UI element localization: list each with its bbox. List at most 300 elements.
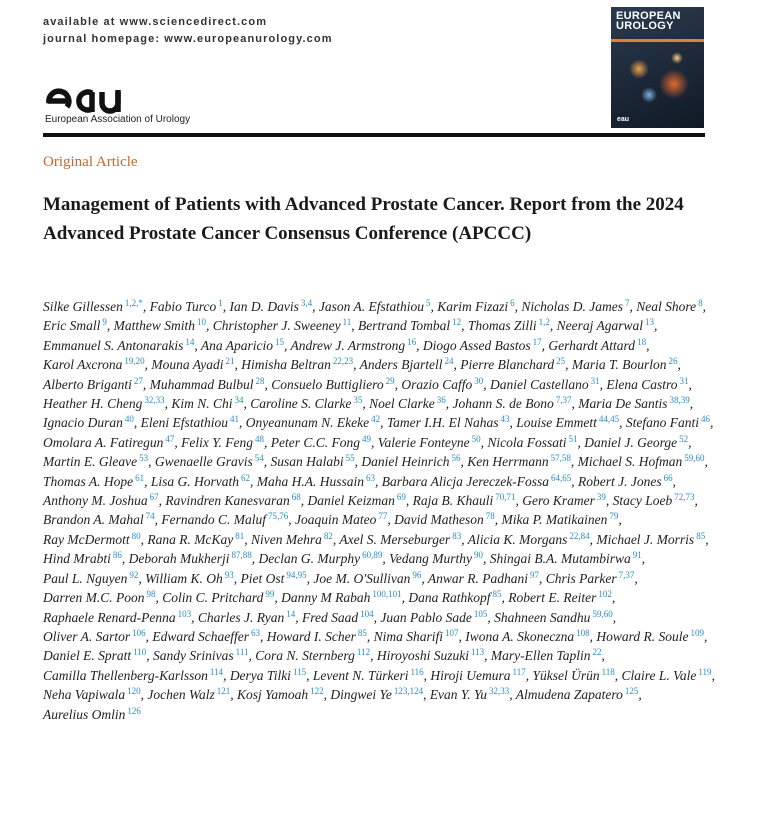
author-affiliation-link[interactable]: 67	[149, 492, 159, 503]
author[interactable]	[596, 629, 704, 644]
author[interactable]	[161, 512, 288, 527]
author[interactable]	[114, 318, 206, 333]
author-name: Michael J. Morris	[596, 531, 695, 547]
author-affiliation-link[interactable]: 62	[241, 472, 251, 483]
author-affiliation-link[interactable]: 86	[112, 550, 122, 561]
author[interactable]	[171, 396, 243, 411]
author[interactable]	[155, 454, 264, 469]
author[interactable]	[152, 629, 260, 644]
author-affiliation-link[interactable]: 120	[127, 686, 141, 697]
author-affiliation-link[interactable]: 66	[663, 472, 673, 483]
author-affiliation-link[interactable]: 78	[485, 511, 495, 522]
author-affiliation-link[interactable]: 43	[500, 414, 510, 425]
author[interactable]	[423, 338, 542, 353]
author-affiliation-link[interactable]: 96	[412, 569, 422, 580]
author[interactable]	[291, 338, 417, 353]
author[interactable]	[153, 648, 248, 663]
author[interactable]	[43, 435, 174, 450]
author-name: Ana Aparicio	[200, 337, 274, 353]
author-affiliation-link[interactable]: 5	[426, 298, 431, 308]
author-name: Anthony M. Joshua	[43, 493, 148, 509]
author-affiliation-link[interactable]: 56	[451, 453, 461, 464]
author-affiliation-link[interactable]: 104	[360, 608, 374, 619]
author[interactable]	[307, 493, 405, 508]
author[interactable]	[43, 338, 194, 353]
author-name: Deborah Mukherji	[128, 551, 230, 567]
author-affiliation-link[interactable]: 7	[625, 298, 630, 308]
author-affiliation-link[interactable]: 90	[473, 550, 483, 561]
author[interactable]	[437, 299, 514, 314]
author-affiliation-link[interactable]: 1,2	[538, 317, 550, 328]
author-affiliation-link[interactable]: 99	[265, 589, 275, 600]
author-affiliation-link[interactable]: 14	[286, 608, 296, 619]
author[interactable]	[378, 435, 481, 450]
author[interactable]	[622, 668, 712, 683]
author[interactable]	[259, 551, 383, 566]
author-affiliation-link[interactable]: 7,37	[555, 395, 572, 406]
journal-homepage-link[interactable]: journal homepage: www.europeanurology.com	[43, 33, 333, 45]
author[interactable]	[150, 377, 265, 392]
author[interactable]	[369, 396, 446, 411]
author[interactable]	[43, 493, 159, 508]
author[interactable]	[43, 668, 223, 683]
author-affiliation-link[interactable]: 61	[135, 472, 145, 483]
author[interactable]	[43, 571, 138, 586]
author[interactable]	[501, 512, 618, 527]
author[interactable]	[453, 396, 572, 411]
author-affiliation-link[interactable]: 122	[310, 686, 324, 697]
author-affiliation-link[interactable]: 91	[632, 550, 642, 561]
author[interactable]	[487, 435, 577, 450]
author-name: Alicia K. Morgans	[467, 531, 568, 547]
author[interactable]	[43, 551, 122, 566]
author[interactable]	[165, 493, 300, 508]
author[interactable]	[129, 551, 252, 566]
author-affiliation-link[interactable]: 80	[131, 530, 141, 541]
author[interactable]	[430, 668, 525, 683]
author-name: Howard I. Scher	[266, 628, 356, 644]
author[interactable]	[295, 512, 387, 527]
author-name: Derya Tilki	[229, 667, 291, 683]
author-affiliation-link[interactable]: 106	[132, 627, 146, 638]
author-name: Dana Rathkopf	[408, 590, 491, 606]
author-affiliation-link[interactable]: 12	[452, 317, 462, 328]
author-name: Emmanuel S. Antonarakis	[43, 337, 184, 353]
author-affiliation-link[interactable]: 34	[234, 395, 244, 406]
author[interactable]	[43, 648, 146, 663]
author-name: William K. Oh	[145, 570, 223, 586]
author-affiliation-link[interactable]: 32,33	[488, 686, 510, 697]
author-affiliation-link[interactable]: 60,89	[362, 550, 383, 561]
author[interactable]	[281, 590, 401, 605]
author[interactable]	[230, 668, 306, 683]
author[interactable]	[151, 474, 250, 489]
author-name: Edward Schaeffer	[152, 628, 249, 644]
author-name: Raphaele Renard-Penna	[43, 609, 176, 625]
author-name: Muhammad Bulbul	[149, 376, 254, 392]
author[interactable]	[250, 396, 362, 411]
author[interactable]	[313, 571, 421, 586]
author[interactable]	[141, 415, 239, 430]
author-affiliation-link[interactable]: 24	[444, 356, 454, 367]
author[interactable]	[43, 415, 134, 430]
author-affiliation-link[interactable]: 36	[436, 395, 446, 406]
author-affiliation-link[interactable]: 25	[556, 356, 566, 367]
author[interactable]	[548, 338, 646, 353]
author-affiliation-link[interactable]: 50	[471, 433, 481, 444]
author-affiliation-link[interactable]: 81	[235, 530, 245, 541]
author-affiliation-link[interactable]: 85	[492, 589, 502, 600]
author[interactable]	[636, 299, 702, 314]
author-affiliation-link[interactable]: 22	[592, 647, 602, 658]
cover-corner-logo: eau	[617, 116, 630, 123]
author-affiliation-link[interactable]: 48	[255, 433, 264, 444]
author-name: Felix Y. Feng	[181, 434, 253, 450]
author[interactable]	[401, 377, 483, 392]
author-affiliation-link[interactable]: 29	[385, 375, 395, 386]
author[interactable]	[491, 648, 602, 663]
author[interactable]	[626, 415, 710, 430]
author[interactable]	[147, 532, 244, 547]
author-affiliation-link[interactable]: 112	[356, 647, 371, 658]
author-name: Piet Ost	[240, 570, 285, 586]
author[interactable]	[162, 590, 274, 605]
author-affiliation-link[interactable]: 94,95	[286, 569, 307, 580]
author-affiliation-link[interactable]: 21	[225, 356, 235, 367]
author-affiliation-link[interactable]: 83	[452, 530, 462, 541]
author[interactable]	[271, 377, 394, 392]
author[interactable]	[43, 377, 143, 392]
author-affiliation-link[interactable]: 105	[473, 608, 488, 619]
author-name: Ken Herrmann	[467, 454, 549, 470]
author-affiliation-link[interactable]: 40	[124, 414, 134, 425]
author-affiliation-link[interactable]: 121	[216, 686, 231, 697]
author-affiliation-link[interactable]: 57,58	[550, 453, 571, 464]
author[interactable]	[43, 707, 141, 722]
author-name: Omolara A. Fatiregun	[43, 434, 164, 450]
author-name: Christopher J. Sweeney	[212, 318, 341, 334]
author[interactable]	[522, 493, 606, 508]
author-affiliation-link[interactable]: 113	[470, 647, 485, 658]
author-name: Thomas A. Hope	[43, 473, 134, 489]
author[interactable]	[181, 435, 264, 450]
author-name: Oliver A. Sartor	[43, 628, 131, 644]
author[interactable]	[270, 454, 354, 469]
author-affiliation-link[interactable]: 54	[254, 453, 264, 464]
author[interactable]	[201, 338, 284, 353]
author[interactable]	[490, 551, 642, 566]
author-affiliation-link[interactable]: 28	[255, 375, 265, 386]
author[interactable]	[596, 532, 705, 547]
author-affiliation-link[interactable]: 115	[292, 666, 307, 677]
author[interactable]	[516, 415, 619, 430]
author[interactable]	[43, 474, 144, 489]
author[interactable]	[339, 532, 461, 547]
author-name: Gerhardt Attard	[548, 337, 636, 353]
author[interactable]	[532, 668, 614, 683]
author-name: Stacy Loeb	[612, 493, 673, 509]
author-affiliation-link[interactable]: 13	[644, 317, 654, 328]
author[interactable]	[430, 687, 509, 702]
author-name: Elena Castro	[606, 376, 678, 392]
author[interactable]	[578, 474, 673, 489]
sciencedirect-link[interactable]: available at www.sciencedirect.com	[43, 16, 268, 28]
author-affiliation-link[interactable]: 85	[357, 627, 367, 638]
author[interactable]	[494, 610, 613, 625]
author[interactable]	[43, 610, 191, 625]
author[interactable]	[213, 318, 352, 333]
author-affiliation-link[interactable]: 70,71	[495, 492, 516, 503]
author-affiliation-link[interactable]: 114	[209, 666, 224, 677]
author-affiliation-link[interactable]: 10	[197, 317, 206, 328]
author[interactable]	[145, 571, 234, 586]
author-name: Jason A. Efstathiou	[318, 299, 425, 314]
author-affiliation-link[interactable]: 1	[218, 298, 223, 308]
author[interactable]	[578, 396, 690, 411]
author-affiliation-link[interactable]: 103	[177, 608, 192, 619]
author[interactable]	[198, 610, 295, 625]
author[interactable]	[43, 396, 165, 411]
author[interactable]	[302, 610, 374, 625]
author-name: Iwona A. Skoneczna	[465, 628, 575, 644]
author[interactable]	[377, 648, 484, 663]
author[interactable]	[43, 512, 155, 527]
author-affiliation-link[interactable]: 82	[323, 530, 333, 541]
author-name: Valerie Fonteyne	[377, 434, 470, 450]
author-name: Lisa G. Horvath	[150, 473, 240, 489]
author[interactable]	[387, 415, 510, 430]
author-affiliation-link[interactable]: 1,2,*	[124, 298, 143, 308]
author-affiliation-link[interactable]: 22,84	[569, 530, 590, 541]
author-affiliation-link[interactable]: 18	[637, 336, 647, 347]
author[interactable]	[394, 512, 495, 527]
author-affiliation-link[interactable]: 32,33	[144, 395, 165, 406]
author[interactable]	[237, 687, 324, 702]
author-affiliation-link[interactable]: 42	[371, 414, 381, 425]
author-affiliation-link[interactable]: 125	[624, 686, 639, 697]
author[interactable]	[43, 318, 107, 333]
author[interactable]	[428, 571, 539, 586]
author[interactable]	[358, 318, 461, 333]
author-name: Mika P. Matikainen	[501, 512, 608, 528]
author[interactable]	[257, 474, 375, 489]
author-affiliation-link[interactable]: 59,60	[592, 608, 613, 619]
author-affiliation-link[interactable]: 85	[696, 530, 706, 541]
author-affiliation-link[interactable]: 6	[510, 298, 515, 308]
author-affiliation-link[interactable]: 72,73	[674, 492, 695, 503]
author-name: Howard R. Soule	[596, 628, 689, 644]
author-name: Stefano Fanti	[625, 415, 699, 431]
author-name: Yüksel Ürün	[532, 667, 600, 683]
author[interactable]	[43, 590, 156, 605]
author-affiliation-link[interactable]: 119	[698, 666, 712, 677]
author-affiliation-link[interactable]: 110	[133, 647, 147, 658]
author-name: Maria T. Bourlon	[571, 357, 667, 373]
author-name: Pierre Blanchard	[460, 357, 555, 373]
author[interactable]	[151, 357, 234, 372]
author[interactable]	[508, 590, 612, 605]
author-affiliation-link[interactable]: 22,23	[332, 356, 354, 367]
author-affiliation-link[interactable]: 11	[342, 317, 352, 328]
cover-glow	[659, 69, 689, 99]
author[interactable]	[43, 629, 146, 644]
author[interactable]	[465, 629, 589, 644]
author-affiliation-link[interactable]: 19,20	[124, 356, 145, 367]
author[interactable]	[408, 590, 501, 605]
author-affiliation-link[interactable]: 69	[396, 492, 406, 503]
cover-glow	[641, 87, 657, 103]
author-affiliation-link[interactable]: 97	[530, 569, 540, 580]
author[interactable]	[319, 299, 431, 314]
author-affiliation-link[interactable]: 59,60	[684, 453, 705, 464]
author-affiliation-link[interactable]: 52	[679, 433, 689, 444]
author-affiliation-link[interactable]: 16	[407, 336, 417, 347]
author[interactable]	[43, 454, 148, 469]
author[interactable]	[251, 532, 333, 547]
author-affiliation-link[interactable]: 17	[532, 336, 542, 347]
author-name: Jochen Walz	[147, 687, 215, 703]
author-name: Bertrand Tombal	[358, 318, 451, 334]
author[interactable]	[241, 571, 307, 586]
author-affiliation-link[interactable]: 38,39	[669, 395, 690, 406]
author-affiliation-link[interactable]: 31	[590, 375, 600, 386]
author-name: Diogo Assed Bastos	[422, 337, 531, 353]
author-affiliation-link[interactable]: 30	[474, 375, 484, 386]
author-name: Brandon A. Mahal	[43, 512, 144, 528]
author-affiliation-link[interactable]: 102	[598, 589, 612, 600]
author[interactable]	[557, 318, 654, 333]
author-affiliation-link[interactable]: 39	[596, 492, 606, 503]
author[interactable]	[584, 435, 688, 450]
author[interactable]	[241, 357, 353, 372]
author-affiliation-link[interactable]: 7,37	[618, 569, 635, 580]
author-affiliation-link[interactable]: 98	[146, 589, 156, 600]
author-affiliation-link[interactable]: 108	[576, 627, 590, 638]
author[interactable]	[330, 687, 423, 702]
author-affiliation-link[interactable]: 117	[512, 666, 526, 677]
author-name: Maha H.A. Hussain	[256, 473, 365, 489]
author[interactable]	[413, 493, 516, 508]
author[interactable]	[382, 474, 571, 489]
author[interactable]	[361, 454, 460, 469]
author[interactable]	[147, 687, 230, 702]
author[interactable]	[490, 377, 600, 392]
author-affiliation-link[interactable]: 87,88	[231, 550, 252, 561]
author-affiliation-link[interactable]: 126	[127, 705, 141, 716]
author-affiliation-link[interactable]: 3,4	[300, 298, 313, 308]
author[interactable]	[230, 299, 313, 314]
author-name: Fernando C. Maluf	[161, 512, 266, 528]
author[interactable]	[613, 493, 695, 508]
author-affiliation-link[interactable]: 75,76	[268, 511, 289, 522]
author-name: Hiroji Uemura	[430, 667, 511, 683]
author-affiliation-link[interactable]: 26	[668, 356, 678, 367]
author-affiliation-link[interactable]: 123,124	[393, 686, 424, 697]
author-name: Neeraj Agarwal	[556, 318, 643, 334]
author[interactable]	[578, 454, 705, 469]
author-affiliation-link[interactable]: 74	[145, 511, 155, 522]
author-affiliation-link[interactable]: 8	[698, 298, 703, 308]
author-affiliation-link[interactable]: 63	[366, 472, 376, 483]
author[interactable]	[516, 687, 639, 702]
author[interactable]	[43, 532, 141, 547]
author[interactable]	[521, 299, 629, 314]
author-name: Levent N. Türkeri	[312, 667, 409, 683]
author-affiliation-link[interactable]: 92	[129, 569, 139, 580]
author-name: Himisha Beltran	[241, 357, 331, 373]
author[interactable]	[150, 299, 223, 314]
author-affiliation-link[interactable]: 27	[133, 375, 143, 386]
author-affiliation-link[interactable]: 9	[102, 317, 107, 328]
author-affiliation-link[interactable]: 93	[224, 569, 234, 580]
author-affiliation-link[interactable]: 53	[139, 453, 149, 464]
author[interactable]	[255, 648, 370, 663]
author-affiliation-link[interactable]: 15	[275, 336, 285, 347]
author-affiliation-link[interactable]: 44,45	[598, 414, 620, 425]
author[interactable]	[246, 415, 380, 430]
author-affiliation-link[interactable]: 116	[410, 666, 424, 677]
author-affiliation-link[interactable]: 49	[362, 433, 371, 444]
author-affiliation-link[interactable]: 51	[568, 433, 578, 444]
author-affiliation-link[interactable]: 68	[291, 492, 301, 503]
author[interactable]	[271, 435, 371, 450]
author-name: Thomas Zilli	[467, 318, 537, 334]
author-name: Daniel J. George	[584, 434, 678, 450]
author-affiliation-link[interactable]: 109	[690, 627, 704, 638]
author[interactable]	[43, 299, 143, 314]
author[interactable]	[572, 357, 678, 372]
author-affiliation-link[interactable]: 41	[230, 414, 239, 425]
author[interactable]	[43, 687, 141, 702]
author-affiliation-link[interactable]: 31	[679, 375, 689, 386]
author-name: Paul L. Nguyen	[43, 570, 128, 586]
author[interactable]	[468, 318, 550, 333]
author-name: Karol Axcrona	[43, 357, 123, 373]
author-affiliation-link[interactable]: 64,65	[551, 472, 572, 483]
author-affiliation-link[interactable]: 55	[345, 453, 355, 464]
author[interactable]	[467, 454, 571, 469]
author[interactable]	[468, 532, 590, 547]
author-affiliation-link[interactable]: 14	[185, 336, 195, 347]
author[interactable]	[313, 668, 424, 683]
author[interactable]	[546, 571, 635, 586]
author-name: Ravindren Kanesvaran	[165, 493, 290, 509]
author[interactable]	[267, 629, 367, 644]
author[interactable]	[360, 357, 454, 372]
author-affiliation-link[interactable]: 100,101	[372, 589, 402, 600]
author[interactable]	[460, 357, 565, 372]
author-affiliation-link[interactable]: 118	[601, 666, 615, 677]
author-name: Juan Pablo Sade	[380, 609, 472, 625]
author-affiliation-link[interactable]: 63	[250, 627, 260, 638]
author[interactable]	[606, 377, 688, 392]
author-affiliation-link[interactable]: 111	[235, 647, 249, 658]
author[interactable]	[389, 551, 483, 566]
author-name: Aurelius Omlin	[43, 706, 126, 722]
author[interactable]	[43, 357, 145, 372]
author[interactable]	[374, 629, 459, 644]
author-affiliation-link[interactable]: 46	[700, 414, 710, 425]
cover-glow	[671, 52, 683, 64]
author-affiliation-link[interactable]: 35	[353, 395, 363, 406]
author-affiliation-link[interactable]: 79	[609, 511, 619, 522]
author-affiliation-link[interactable]: 77	[378, 511, 388, 522]
author-affiliation-link[interactable]: 47	[165, 433, 175, 444]
author[interactable]	[380, 610, 487, 625]
author-affiliation-link[interactable]: 107	[445, 627, 459, 638]
author-name: Darren M.C. Poon	[43, 590, 145, 606]
author-name: Anders Bjartell	[359, 357, 443, 373]
